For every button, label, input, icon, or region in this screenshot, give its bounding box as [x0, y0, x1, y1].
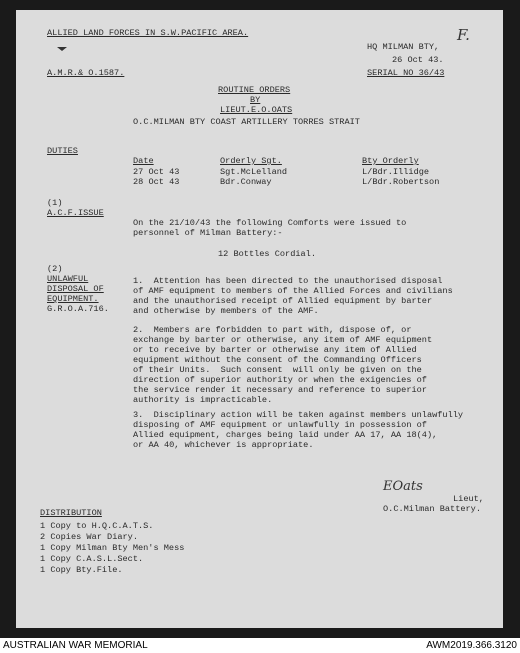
serial-number: SERIAL NO 36/43: [367, 68, 445, 78]
item1-text: personnel of Milman Battery:-: [133, 228, 283, 238]
footer-institution: AUSTRALIAN WAR MEMORIAL: [3, 640, 148, 651]
distribution-line: 1 Copy Milman Bty Men's Mess: [40, 543, 185, 553]
duty-row-bty: L/Bdr.Robertson: [362, 177, 440, 187]
duties-col-date: Date: [133, 156, 154, 166]
footer-accession: AWM2019.366.3120: [426, 640, 517, 651]
header-date: 26 Oct 43.: [392, 55, 444, 65]
unit-heading: ALLIED LAND FORCES IN S.W.PACIFIC AREA.: [47, 28, 249, 38]
item1-heading: A.C.F.ISSUE: [47, 208, 104, 218]
para2-line: or to receive by barter or otherwise any item of Allied: [133, 345, 417, 355]
para1-line: and the unauthorised receipt of Allied equipment by barter: [133, 296, 433, 306]
item2-heading: EQUIPMENT.: [47, 294, 99, 304]
signature-rank: Lieut,: [453, 494, 484, 504]
para1-line: of AMF equipment to members of the Allied Forces and civilians: [133, 286, 453, 296]
duty-row-sgt: Sgt.McLelland: [220, 167, 288, 177]
para2-line: exchange by barter or otherwise, any item of AMF equipment: [133, 335, 433, 345]
duty-row-date: 28 Oct 43: [133, 177, 180, 187]
item2-heading: UNLAWFUL: [47, 274, 89, 284]
para3-line: Allied equipment, charges being laid under AA 17, AA 18(4),: [133, 430, 438, 440]
item1-issue: 12 Bottles Cordial.: [218, 249, 316, 259]
para2-line: the service render it necessary and reference to superior: [133, 385, 427, 395]
distribution-line: 1 Copy C.A.S.L.Sect.: [40, 554, 144, 564]
para3-line: 3. Disciplinary action will be taken against members unlawfully: [133, 410, 464, 420]
amr-reference: A.M.R.& O.1587.: [47, 68, 125, 78]
title-officer: LIEUT.E.O.OATS: [220, 105, 293, 115]
item2-reference: G.R.O.A.716.: [47, 304, 109, 314]
duties-heading: DUTIES: [47, 146, 78, 156]
title-by: BY: [250, 95, 261, 105]
signature-title: O.C.Milman Battery.: [383, 504, 481, 514]
para1-line: and otherwise by members of the AMF.: [133, 306, 319, 316]
para1-line: 1. Attention has been directed to the unauthorised disposal: [133, 276, 443, 286]
item1-number: (1): [47, 198, 63, 208]
item2-heading: DISPOSAL OF: [47, 284, 104, 294]
para3-line: disposing of AMF equipment or unlawfully in possession of: [133, 420, 427, 430]
distribution-line: 2 Copies War Diary.: [40, 532, 138, 542]
item2-number: (2): [47, 264, 63, 274]
duties-col-bty: Bty Orderly: [362, 156, 419, 166]
duty-row-sgt: Bdr.Conway: [220, 177, 272, 187]
title-unit: O.C.MILMAN BTY COAST ARTILLERY TORRES STRAIT: [133, 117, 360, 127]
duty-row-date: 27 Oct 43: [133, 167, 180, 177]
archive-footer: [0, 638, 520, 653]
distribution-line: 1 Copy to H.Q.C.A.T.S.: [40, 521, 154, 531]
para2-line: direction of superior authority or when the exigencies of: [133, 375, 427, 385]
duties-col-sgt: Orderly Sgt.: [220, 156, 282, 166]
para2-line: of their Units. Such consent will only be given on the: [133, 365, 422, 375]
item1-text: On the 21/10/43 the following Comforts were issued to: [133, 218, 407, 228]
triangle-mark-icon: [57, 47, 67, 51]
duty-row-bty: L/Bdr.Illidge: [362, 167, 430, 177]
distribution-line: 1 Copy Bty.File.: [40, 565, 123, 575]
para3-line: or AA 40, whichever is appropriate.: [133, 440, 314, 450]
signature-scrawl: EOats: [383, 479, 423, 494]
para2-line: equipment without the consent of the Commanding Officers: [133, 355, 422, 365]
title-routine-orders: ROUTINE ORDERS: [218, 85, 291, 95]
para2-line: authority is impracticable.: [133, 395, 273, 405]
handwritten-mark: F.: [457, 26, 470, 44]
para2-line: 2. Members are forbidden to part with, dispose of, or: [133, 325, 412, 335]
hq-line: HQ MILMAN BTY,: [367, 42, 440, 52]
distribution-heading: DISTRIBUTION: [40, 508, 102, 518]
